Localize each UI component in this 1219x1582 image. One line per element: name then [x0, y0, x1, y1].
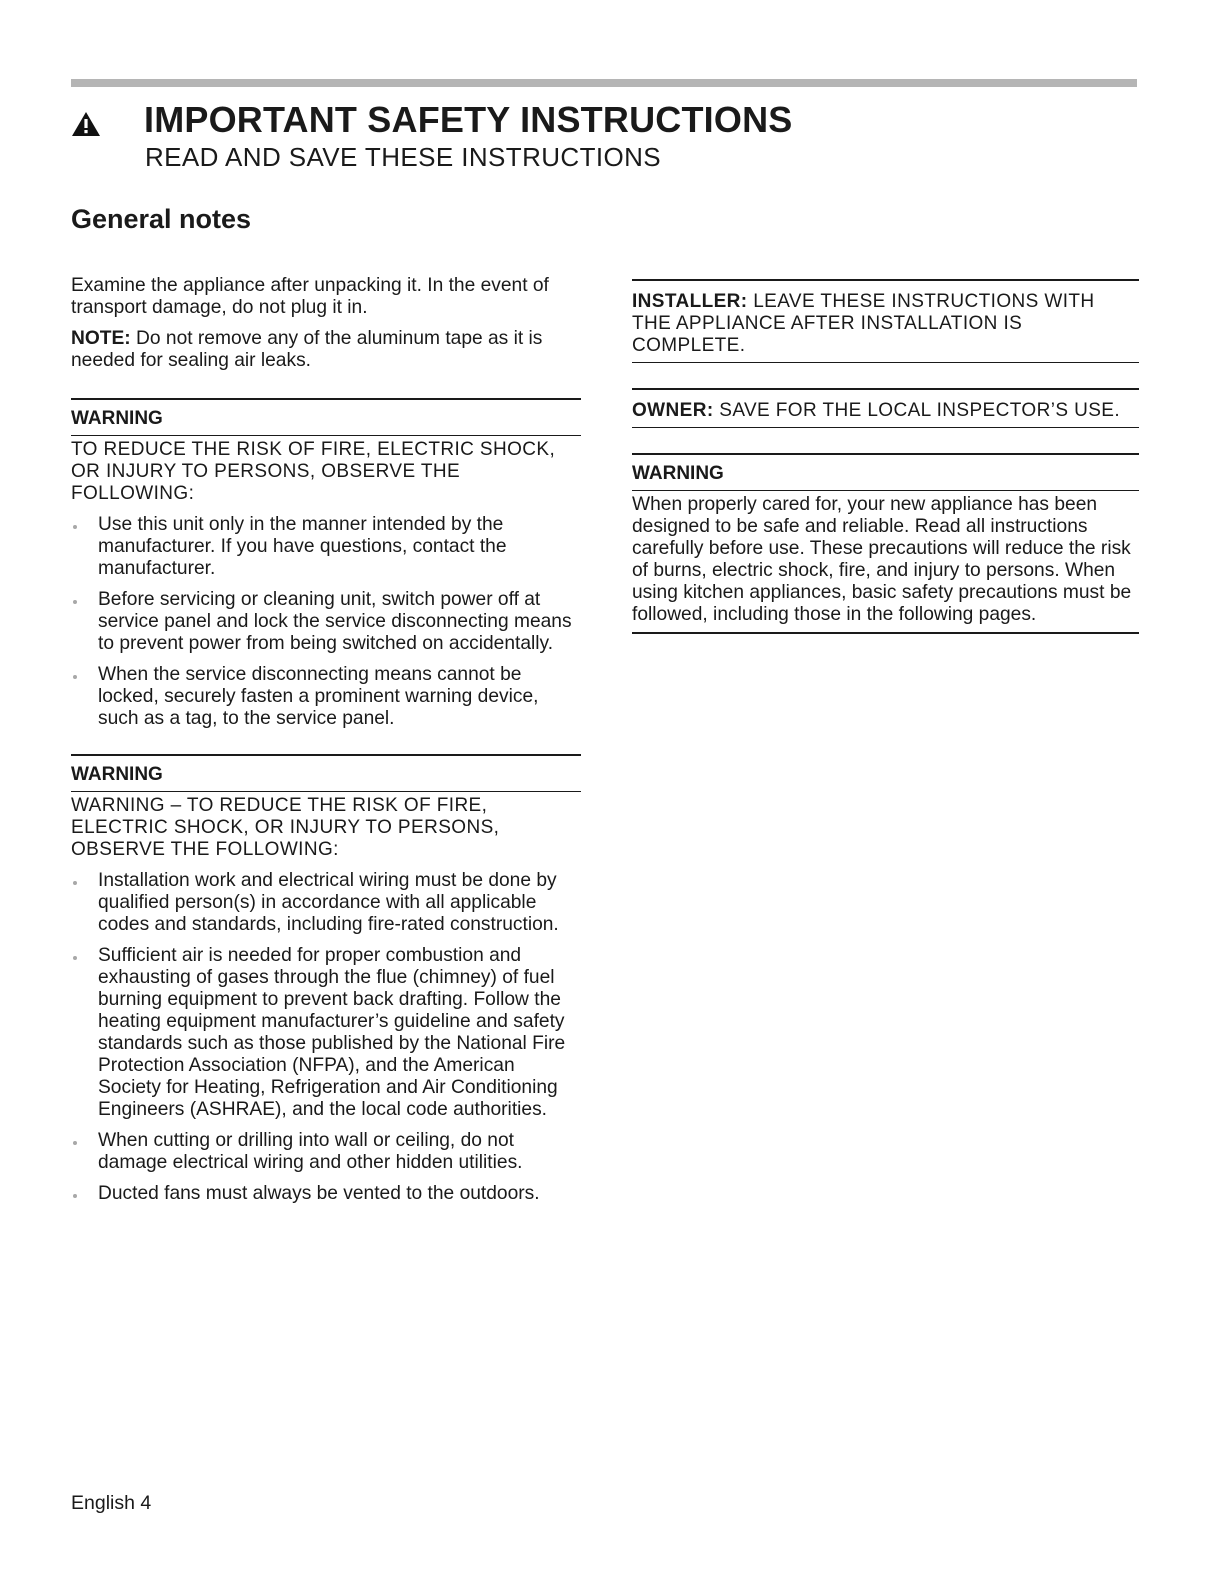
installer-text: LEAVE THESE INSTRUCTIONS WITH THE APPLIANCE AFTER INSTALLATION IS COMPLETE. — [632, 291, 1095, 356]
warning-intro: WARNING – TO REDUCE THE RISK OF FIRE, ELECTRIC SHOCK, OR INJURY TO PERSONS, OBSERVE THE FOLLOWING: — [71, 795, 500, 860]
warning-list — [71, 514, 581, 730]
warning-triangle-icon — [71, 111, 101, 137]
warning-box-1 — [71, 398, 581, 730]
page-title: IMPORTANT SAFETY INSTRUCTIONS — [144, 99, 793, 140]
list-item: When the service disconnecting means cannot be locked, securely fasten a prominent warning device, such as a tag, to the service panel. — [71, 664, 581, 730]
owner-label: OWNER: — [632, 400, 714, 421]
left-column — [71, 275, 581, 1214]
warning-text: When properly cared for, your new appliance has been designed to be safe and reliable. Read all instructions carefully before use. These precautions will reduce the risk of burns, electric shock, fire, and injury to persons. When using kitchen appliances, basic safety precautions must be followed, including those in the following pages. — [632, 494, 1132, 625]
list-item: Before servicing or cleaning unit, switch power off at service panel and lock the service disconnecting means to prevent power from being switched on accidentally. — [71, 589, 581, 655]
page-subtitle: READ AND SAVE THESE INSTRUCTIONS — [145, 142, 662, 172]
list-item: Ducted fans must always be vented to the outdoors. — [71, 1183, 581, 1205]
installer-label: INSTALLER: — [632, 291, 748, 312]
warning-heading: WARNING — [71, 756, 581, 792]
installer-notice — [632, 279, 1139, 363]
list-item: Sufficient air is needed for proper combustion and exhausting of gases through the flue (chimney) of fuel burning equipment to prevent back drafting. Follow the heating equipment manufacturer’s guideline and safety standards such as those published by the National Fire Protection Association (NFPA), and the American Society for Heating, Refrigeration and Air Conditioning Engineers (ASHRAE), and the local code authorities. — [71, 945, 581, 1121]
top-rule — [71, 79, 1137, 87]
warning-heading: WARNING — [632, 455, 1139, 491]
note-label: NOTE: — [71, 328, 131, 349]
list-item: Installation work and electrical wiring must be done by qualified person(s) in accordance with all applicable codes and standards, including fire-rated construction. — [71, 870, 581, 936]
warning-heading: WARNING — [71, 400, 581, 436]
section-heading: General notes — [71, 204, 252, 234]
owner-notice — [632, 388, 1139, 428]
warning-box-2 — [71, 754, 581, 1205]
intro-paragraph: Examine the appliance after unpacking it. In the event of transport damage, do not plug it in. — [71, 275, 549, 318]
warning-box-right — [632, 453, 1139, 634]
owner-text: SAVE FOR THE LOCAL INSPECTOR’S USE. — [713, 400, 1121, 421]
page-footer: English 4 — [71, 1492, 152, 1514]
note-paragraph — [71, 328, 581, 372]
right-column — [632, 279, 1139, 634]
warning-intro: TO REDUCE THE RISK OF FIRE, ELECTRIC SHOCK, OR INJURY TO PERSONS, OBSERVE THE FOLLOWING: — [71, 439, 556, 504]
note-text: Do not remove any of the aluminum tape as it is needed for sealing air leaks. — [71, 328, 543, 371]
warning-list — [71, 870, 581, 1205]
list-item: When cutting or drilling into wall or ceiling, do not damage electrical wiring and other hidden utilities. — [71, 1130, 581, 1174]
list-item: Use this unit only in the manner intended by the manufacturer. If you have questions, contact the manufacturer. — [71, 514, 581, 580]
